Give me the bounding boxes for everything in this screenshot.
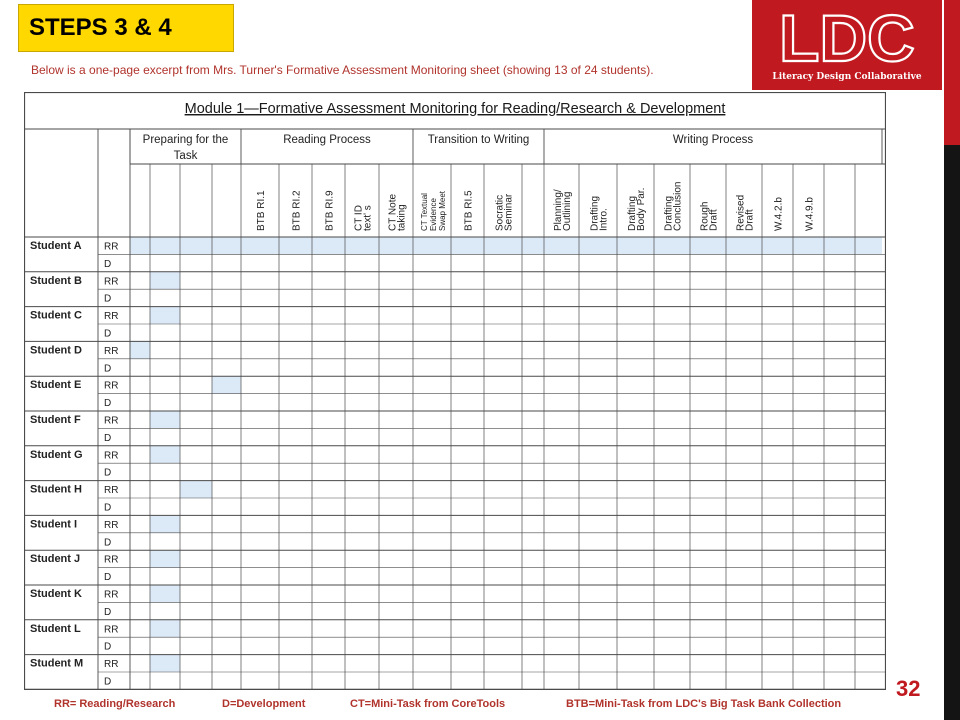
column-header-18: Draft: [744, 209, 756, 231]
legend-d: D=Development: [222, 698, 306, 710]
legend-ct: CT=Mini-Task from CoreTools: [350, 698, 506, 710]
ldc-logo: [752, 0, 942, 90]
student-name: Student J: [30, 553, 81, 566]
highlight-row: [130, 237, 882, 254]
row-label-d: D: [104, 432, 112, 444]
highlight-cell: [150, 446, 180, 463]
student-name: Student C: [30, 309, 82, 322]
highlight-cell: [150, 515, 180, 532]
student-name: Student G: [30, 448, 83, 461]
legend-btb: BTB=Mini-Task from LDC's Big Task Bank Collection: [566, 698, 842, 710]
highlight-cell: [212, 376, 241, 393]
legend-rr: RR= Reading/Research: [54, 698, 176, 710]
column-header-19: W.4.2.b: [773, 197, 785, 231]
svg-text:LDC: LDC: [779, 5, 915, 67]
monitoring-table: [24, 92, 886, 696]
row-label-rr: RR: [104, 554, 119, 566]
group-header-0: Preparing for the: [142, 134, 229, 146]
table-title: Module 1—Formative Assessment Monitoring for Reading/Research & Development: [184, 101, 726, 117]
column-header-13: Planning/: [553, 189, 564, 231]
student-name: Student D: [30, 344, 82, 357]
row-label-rr: RR: [104, 519, 119, 531]
row-label-d: D: [104, 676, 112, 688]
row-label-d: D: [104, 398, 112, 410]
row-label-d: D: [104, 293, 112, 305]
row-label-d: D: [104, 641, 112, 653]
column-header-9: CT Textual: [420, 193, 429, 231]
column-header-14: Drafting: [589, 195, 601, 231]
column-header-8: CT Note: [387, 193, 399, 231]
student-name: Student B: [30, 274, 82, 287]
row-label-d: D: [104, 328, 112, 340]
row-label-rr: RR: [104, 624, 119, 636]
column-header-15: Drafting: [627, 195, 638, 231]
row-label-d: D: [104, 572, 112, 584]
column-header-14: Intro.: [598, 208, 610, 231]
row-label-rr: RR: [104, 450, 119, 462]
row-label-rr: RR: [104, 485, 119, 497]
column-header-20: W.4.9.b: [804, 197, 816, 231]
column-header-7: CT ID: [353, 205, 365, 231]
column-header-9: Swap Meet: [438, 190, 447, 231]
column-header-16: Conclusion: [672, 181, 684, 231]
row-label-d: D: [104, 537, 112, 549]
row-label-d: D: [104, 467, 112, 479]
page-number: 32: [896, 676, 921, 701]
side-accent-dark: [944, 145, 960, 720]
student-name: Student E: [30, 379, 82, 392]
group-header-1: Reading Process: [283, 134, 371, 146]
student-name: Student M: [30, 657, 84, 670]
column-header-17: Draft: [708, 209, 720, 231]
column-header-9: Evidence: [429, 198, 438, 231]
group-header-3: Writing Process: [672, 134, 754, 146]
highlight-cell: [150, 655, 180, 672]
column-header-6: BTB RI.9: [324, 190, 336, 231]
highlight-cell: [130, 341, 150, 358]
column-header-8: taking: [396, 204, 408, 231]
column-header-7: text' s: [362, 205, 374, 231]
highlight-cell: [150, 620, 180, 637]
group-header-0: Task: [173, 150, 198, 162]
ldc-logo-letters: [758, 5, 936, 67]
column-header-13: Outlining: [562, 191, 573, 231]
row-label-d: D: [104, 502, 112, 514]
row-label-rr: RR: [104, 415, 119, 427]
column-header-4: BTB RI.1: [256, 190, 267, 231]
column-header-10: BTB RI.5: [463, 190, 475, 231]
row-label-rr: RR: [104, 345, 119, 357]
column-header-18: Revised: [735, 194, 747, 231]
highlight-cell: [150, 585, 180, 602]
sheet-description: Below is a one-page excerpt from Mrs. Turner's Formative Assessment Monitoring sheet (showing 13 of 24 students).: [31, 63, 654, 77]
column-header-17: Rough: [699, 201, 711, 231]
column-header-16: Drafting: [663, 195, 675, 231]
row-label-d: D: [104, 258, 112, 270]
highlight-cell: [180, 481, 212, 498]
row-label-d: D: [104, 606, 112, 618]
logo-tagline: Literacy Design Collaborative: [772, 72, 922, 82]
row-label-d: D: [104, 363, 112, 375]
highlight-cell: [150, 272, 180, 289]
row-label-rr: RR: [104, 659, 119, 671]
row-label-rr: RR: [104, 380, 119, 392]
student-name: Student L: [30, 622, 81, 635]
row-label-rr: RR: [104, 241, 119, 253]
column-header-15: Body Par.: [636, 187, 647, 231]
student-name: Student K: [30, 588, 82, 600]
highlight-cell: [150, 411, 180, 428]
student-name: Student I: [30, 518, 78, 531]
row-label-rr: RR: [104, 276, 119, 288]
student-name: Student H: [30, 483, 82, 496]
highlight-cell: [150, 550, 180, 567]
student-name: Student F: [30, 414, 81, 426]
steps-label: STEPS 3 & 4: [18, 4, 234, 52]
student-name: Student A: [30, 240, 82, 252]
group-header-2: Transition to Writing: [427, 134, 530, 146]
column-header-11: Socratic: [494, 194, 506, 231]
row-label-rr: RR: [104, 311, 119, 323]
row-label-rr: RR: [104, 589, 119, 601]
highlight-cell: [150, 307, 180, 324]
side-accent-red: [944, 0, 960, 145]
column-header-11: Seminar: [503, 193, 515, 231]
column-header-5: BTB RI.2: [291, 190, 303, 231]
